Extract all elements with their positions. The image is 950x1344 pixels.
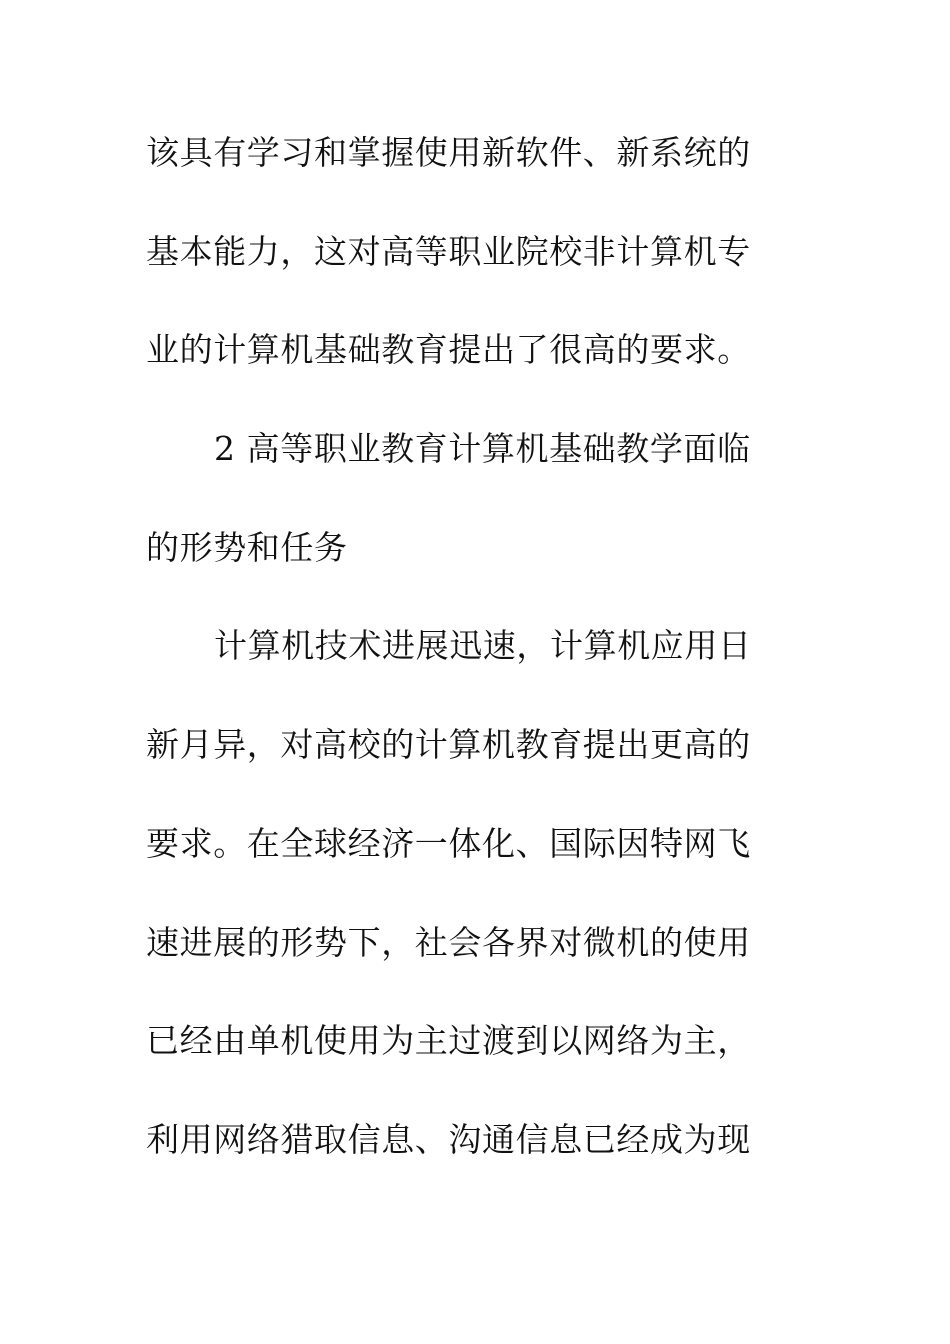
- paragraph-line: 已经由单机使用为主过渡到以网络为主，: [146, 1021, 751, 1061]
- paragraph-line: 利用网络猎取信息、沟通信息已经成为现: [146, 1119, 751, 1159]
- paragraph-line: 计算机技术进展迅速，计算机应用日: [214, 626, 752, 666]
- paragraph-line: 速进展的形势下，社会各界对微机的使用: [146, 922, 751, 962]
- paragraph-line: 要求。在全球经济一体化、国际因特网飞: [146, 823, 751, 863]
- section-heading-line: 2 高等职业教育计算机基础教学面临: [214, 429, 751, 469]
- paragraph-line: 基本能力，这对高等职业院校非计算机专: [146, 231, 751, 271]
- section-heading-line: 的形势和任务: [146, 527, 348, 567]
- paragraph-line: 业的计算机基础教育提出了很高的要求。: [146, 330, 751, 370]
- body-text: [146, 120, 786, 1206]
- paragraph-line: 新月异，对高校的计算机教育提出更高的: [146, 725, 751, 765]
- paragraph-line: 该具有学习和掌握使用新软件、新系统的: [146, 133, 751, 172]
